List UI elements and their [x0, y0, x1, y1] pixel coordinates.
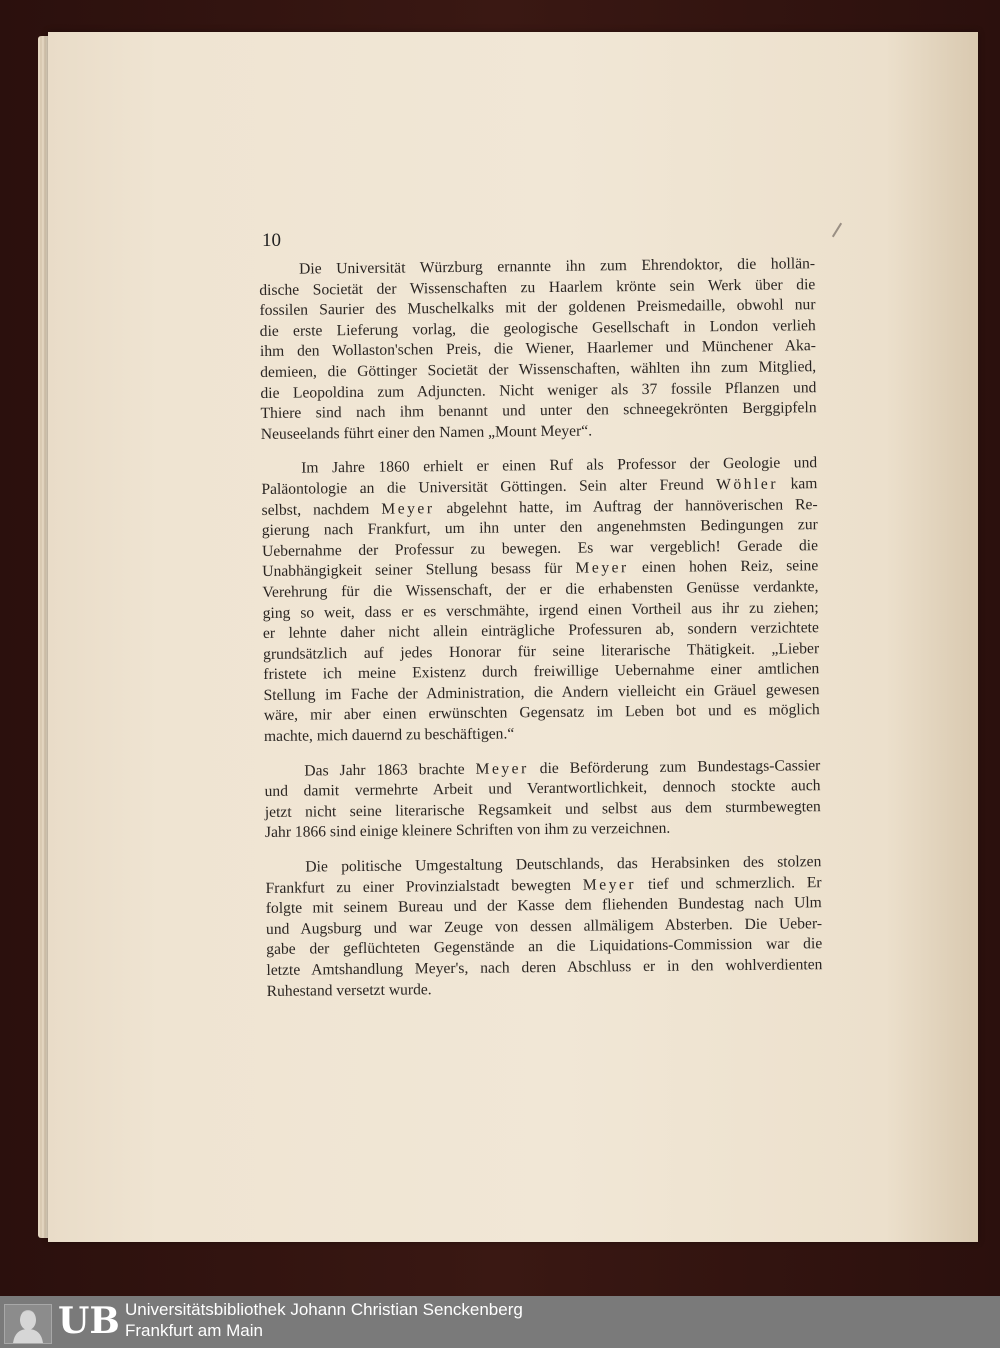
text-segment: selbst, nachdem	[261, 500, 382, 519]
spaced-name: Meyer	[575, 559, 629, 578]
page-number: 10	[262, 230, 281, 251]
text-segment: Die politische Umgestaltung Deutschlands, das Herabsinken des stolzen	[305, 853, 822, 876]
text-segment: fristete ich meine Existenz durch freiwillige Uebernahme einer amtlichen	[263, 660, 820, 684]
text-segment: ihm den Wollaston'schen Preis, die Wiener, Haarlemer und Münchener Aka-	[259, 337, 817, 361]
spaced-name: Wöhler	[716, 475, 779, 494]
text-segment: einen hohen Reiz, seine	[628, 557, 819, 577]
text-line	[264, 721, 820, 747]
text-segment: Thiere sind nach ihm benannt und unter den schneegekrönten Berggipfeln	[260, 399, 817, 423]
text-segment: Das Jahr 1863 brachte	[304, 760, 476, 780]
text-segment: grundsätzlich auf jedes Honorar für seine literarische Thätigkeit. „Lieber	[263, 639, 820, 663]
paragraph	[261, 454, 820, 748]
text-segment: Die Universität Würzburg ernannte ihn zum Ehrendoktor, die hollän-	[299, 255, 816, 278]
text-segment: er lehnte daher nicht allein einträgliche Professuren ab, sondern verzichtete	[262, 619, 819, 643]
text-segment: tief und schmerzlich. Er	[635, 873, 822, 893]
text-line	[265, 818, 821, 844]
text-segment: und damit vermehrte Arbeit und Verantwortlichkeit, dennoch stockte auch	[264, 777, 821, 801]
text-segment: abgelehnt hatte, im Auftrag der hannöverischen Re-	[434, 495, 818, 517]
text-segment: die Leopoldina zum Adjuncten. Nicht weniger als 37 fossile Pflanzen und	[260, 378, 817, 402]
text-segment: Jahr 1866 sind einige kleinere Schriften von ihm zu verzeichnen.	[264, 820, 671, 842]
library-name: Universitätsbibliothek Johann Christian Senckenberg	[125, 1300, 523, 1319]
spaced-name: Meyer	[475, 759, 529, 778]
library-location: Frankfurt am Main	[125, 1321, 263, 1340]
spaced-name: Meyer	[582, 875, 637, 894]
text-segment: die Beförderung zum Bundestags-Cassier	[528, 756, 821, 777]
text-segment: Uebernahme der Professur zu bewegen. Es war vergeblich! Gerade die	[261, 536, 819, 560]
text-segment: ging so weit, dass er es verschmähte, irgend einen Vortheil aus ihr zu ziehen;	[262, 598, 819, 622]
text-segment: gierung nach Frankfurt, um ihn unter den angenehmsten Bedingungen zur	[261, 516, 818, 540]
text-segment: Neuseelands führt einer den Namen „Mount Meyer“.	[260, 422, 593, 443]
text-segment: Unabhängigkeit seiner Stellung besass für	[262, 560, 576, 581]
text-segment: wäre, mir aber einen erwünschten Gegensatz im Leben bot und es möglich	[263, 701, 820, 725]
body-text	[259, 254, 823, 1016]
text-segment: fossilen Saurier des Muschelkalks mit der goldenen Preismedaille, obwohl nur	[259, 296, 816, 320]
text-segment: Im Jahre 1860 erhielt er einen Ruf als Professor der Geologie und	[301, 454, 818, 477]
text-segment: machte, mich dauernd zu beschäftigen.“	[263, 725, 515, 746]
logo-text: UB	[58, 1300, 120, 1342]
text-segment: jetzt nicht seine literarische Regsamkeit und selbst aus dem sturmbewegten	[264, 797, 821, 821]
text-segment: gabe der geflüchteten Gegenstände an die Liquidations-Commission war die	[266, 935, 823, 959]
text-segment: dische Societät der Wissenschaften zu Haarlem krönte sein Werk über die	[259, 275, 816, 299]
paragraph	[259, 254, 817, 445]
spaced-name: Meyer	[381, 499, 435, 518]
footer-banner	[0, 1296, 1000, 1348]
text-segment: kam	[777, 475, 818, 493]
text-segment: Verehrung für die Wissenschaft, der er die erhabensten Genüsse verdankte,	[262, 578, 819, 601]
text-segment: Frankfurt zu einer Provinzialstadt bewegten	[265, 876, 583, 897]
text-segment: die erste Lieferung vorlag, die geologische Gesellschaft in London verlieh	[259, 316, 816, 340]
ub-logo[interactable]	[4, 1300, 120, 1344]
text-segment: Paläontologie an die Universität Göttingen. Sein alter Freund	[261, 476, 717, 498]
paragraph	[264, 756, 821, 844]
text-segment: Ruhestand versetzt wurde.	[266, 980, 432, 1000]
text-segment: und Augsburg und war Zeuge von dessen allmäligem Absterben. Die Ueber-	[265, 914, 823, 938]
text-segment: folgte mit seinem Bureau und der Kasse dem fliehenden Bundestag nach Ulm	[265, 894, 822, 918]
portrait-icon	[4, 1304, 52, 1344]
paragraph	[265, 852, 822, 1002]
text-segment: demieen, die Göttinger Societät der Wissenschaften, wählten ihn zum Mitglied,	[260, 358, 817, 381]
text-segment: Stellung im Fache der Administration, die Andern vielleicht ein Gräuel gewesen	[263, 681, 820, 704]
text-segment: letzte Amtshandlung Meyer's, nach deren Abschluss er in den wohlverdienten	[266, 956, 823, 979]
